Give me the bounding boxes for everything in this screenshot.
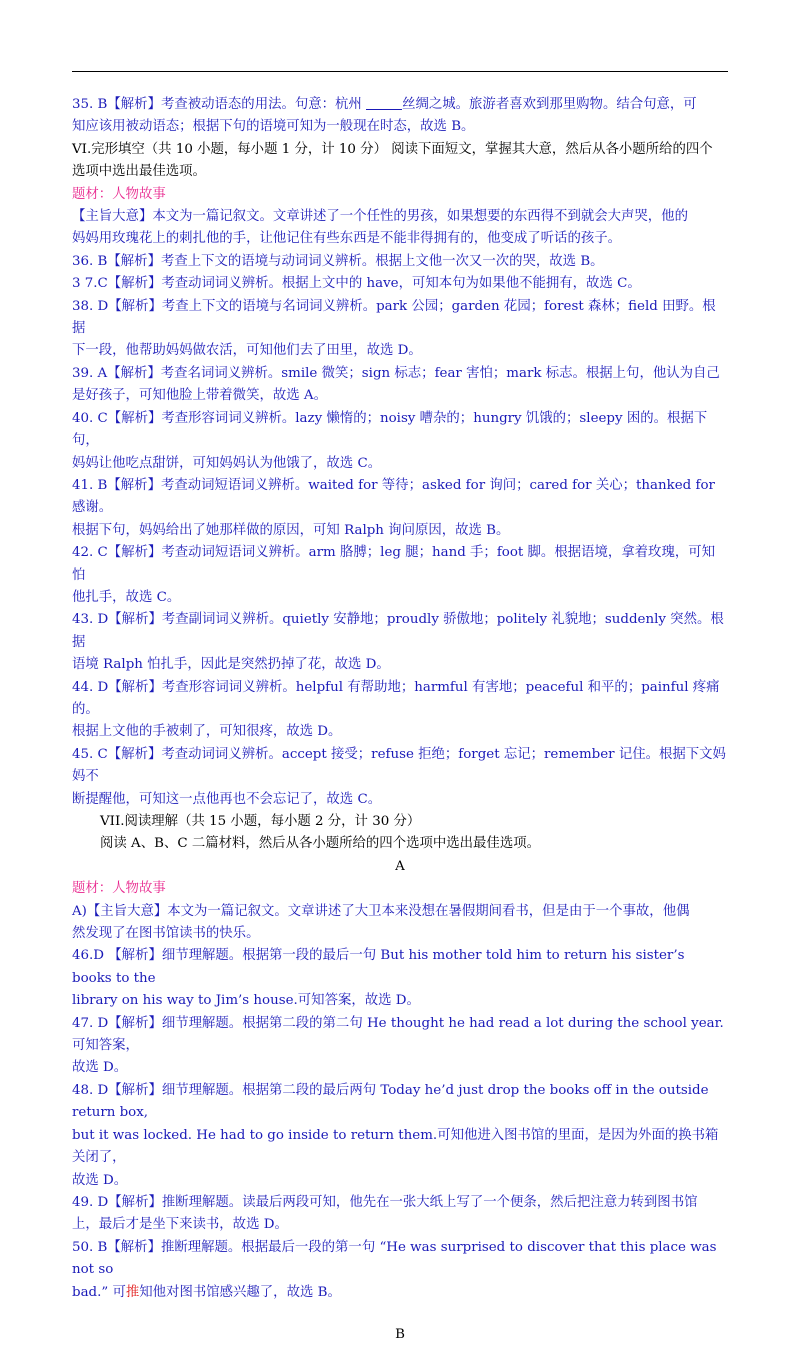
q44-a: 44. D【解析】考查形容词词义辨析。helpful 有帮助地；harmful 有害地；peaceful 和平的；painful 疼痛的。: [72, 679, 720, 717]
section7-instructions: 阅读 A、B、C 二篇材料，然后从各小题所给的四个选项中选出最佳选项。: [100, 836, 540, 852]
q48-c: 故选 D。: [72, 1172, 128, 1188]
q48-a: 48. D【解析】细节理解题。根据第二段的最后两句 Today he’d just drop the books off in the outside return box,: [72, 1082, 709, 1121]
section7-heading: VII.阅读理解（共 15 小题，每小题 2 分，计 30 分）: [100, 814, 421, 829]
q40-a: 40. C【解析】考查形容词词义辨析。lazy 懒惰的；noisy 嘈杂的；hungry 饥饿的；sleepy 困的。根据下句，: [72, 410, 708, 449]
q44-b: 根据上文他的手被刺了，可知很疼，故选 D。: [72, 724, 342, 740]
section6-heading-cont: 选项中选出最佳选项。: [72, 164, 206, 180]
q50-b: bad.” 可推知他对图书馆感兴趣了，故选 B。: [72, 1284, 341, 1300]
q43-a: 43. D【解析】考查副词词义辨析。quietly 安静地；proudly 骄傲地；politely 礼貌地；suddenly 突然。根据: [72, 612, 724, 650]
q45-a: 45. C【解析】考查动词词义辨析。accept 接受；refuse 拒绝；forget 忘记；remember 记住。根据下文妈妈不: [72, 746, 726, 785]
answer-content: [72, 94, 728, 1346]
header-rule: [72, 71, 728, 72]
main-idea-2b: 然发现了在图书馆读书的快乐。: [72, 926, 260, 942]
q42-a: 42. C【解析】考查动词短语词义辨析。arm 胳膊；leg 腿；hand 手；foot 脚。根据语境，拿着玫瑰，可知怕: [72, 545, 716, 583]
q48-b: but it was locked. He had to go inside to return them.可知他进入图书馆的里面，是因为外面的换书箱关闭了，: [72, 1127, 719, 1166]
q41-b: 根据下句，妈妈给出了她那样做的原因，可知 Ralph 询问原因，故选 B。: [72, 522, 510, 538]
q39-a: 39. A【解析】考查名词词义辨析。smile 微笑；sign 标志；fear 害怕；mark 标志。根据上句，他认为自己: [72, 365, 720, 381]
main-idea-1a: 【主旨大意】本文为一篇记叙文。文章讲述了一个任性的男孩，如果想要的东西得不到就会大声哭，他的: [72, 209, 688, 225]
q47-b: 故选 D。: [72, 1060, 128, 1076]
q40-b: 妈妈让他吃点甜饼，可知妈妈认为他饿了，故选 C。: [72, 455, 382, 471]
theme-label-2: 题材：人物故事: [72, 881, 166, 897]
main-idea-1b: 妈妈用玫瑰花上的刺扎他的手，让他记住有些东西是不能非得拥有的，他变成了听话的孩子。: [72, 231, 622, 247]
q42-b: 他扎手，故选 C。: [72, 589, 181, 605]
part-b-label: B: [395, 1326, 405, 1342]
main-idea-2a: A)【主旨大意】本文为一篇记叙文。文章讲述了大卫本来没想在暑假期间看书，但是由于一个事故，他偶: [72, 903, 690, 919]
theme-label-1: 题材：人物故事: [72, 186, 166, 202]
q36: 36. B【解析】考查上下文的语境与动词词义辨析。根据上文他一次又一次的哭，故选 B。: [72, 253, 604, 269]
q46-a: 46.D 【解析】细节理解题。根据第一段的最后一句 But his mother told him to return his sister’s books to the: [72, 948, 685, 986]
q47-a: 47. D【解析】细节理解题。根据第二段的第二句 He thought he had read a lot during the school year.可知答案，: [72, 1015, 724, 1054]
highlighted-char: 推: [125, 1284, 140, 1300]
q49-b: 上，最后才是坐下来读书，故选 D。: [72, 1217, 288, 1233]
q50-a: 50. B【解析】推断理解题。根据最后一段的第一句 “He was surprised to discover that this place was not so: [72, 1239, 717, 1278]
q39-b: 是好孩子，可知他脸上带着微笑，故选 A。: [72, 388, 327, 404]
q46-b: library on his way to Jim’s house.可知答案，故选 D。: [72, 993, 420, 1009]
q45-b: 断提醒他，可知这一点他再也不会忘记了，故选 C。: [72, 791, 382, 807]
q37: 3 7.C【解析】考查动词词义辨析。根据上文中的 have，可知本句为如果他不能拥有，故选 C。: [72, 276, 641, 292]
blank-underline: [366, 95, 402, 110]
q49-a: 49. D【解析】推断理解题。读最后两段可知，他先在一张大纸上写了一个便条，然后把注意力转到图书馆: [72, 1194, 698, 1210]
q35-line-2: 知应该用被动语态；根据下句的语境可知为一般现在时态，故选 B。: [72, 119, 475, 135]
q41-a: 41. B【解析】考查动词短语词义辨析。waited for 等待；asked for 询问；cared for 关心；thanked for 感谢。: [72, 477, 715, 516]
q38-a: 38. D【解析】考查上下文的语境与名词词义辨析。park 公园；garden 花园；forest 森林；field 田野。根据: [72, 298, 716, 337]
part-a-label: A: [395, 858, 405, 874]
section6-heading: VI.完形填空（共 10 小题，每小题 1 分，计 10 分） 阅读下面短文，掌握其大意，然后从各小题所给的四个: [72, 141, 713, 157]
q38-b: 下一段，他帮助妈妈做农活，可知他们去了田里，故选 D。: [72, 343, 422, 359]
q35-line-1: 35. B【解析】考查被动语态的用法。句意：杭州 丝绸之城。旅游者喜欢到那里购物。结合句意，可: [72, 97, 697, 112]
q43-b: 语境 Ralph 怕扎手，因此是突然扔掉了花，故选 D。: [72, 657, 390, 673]
